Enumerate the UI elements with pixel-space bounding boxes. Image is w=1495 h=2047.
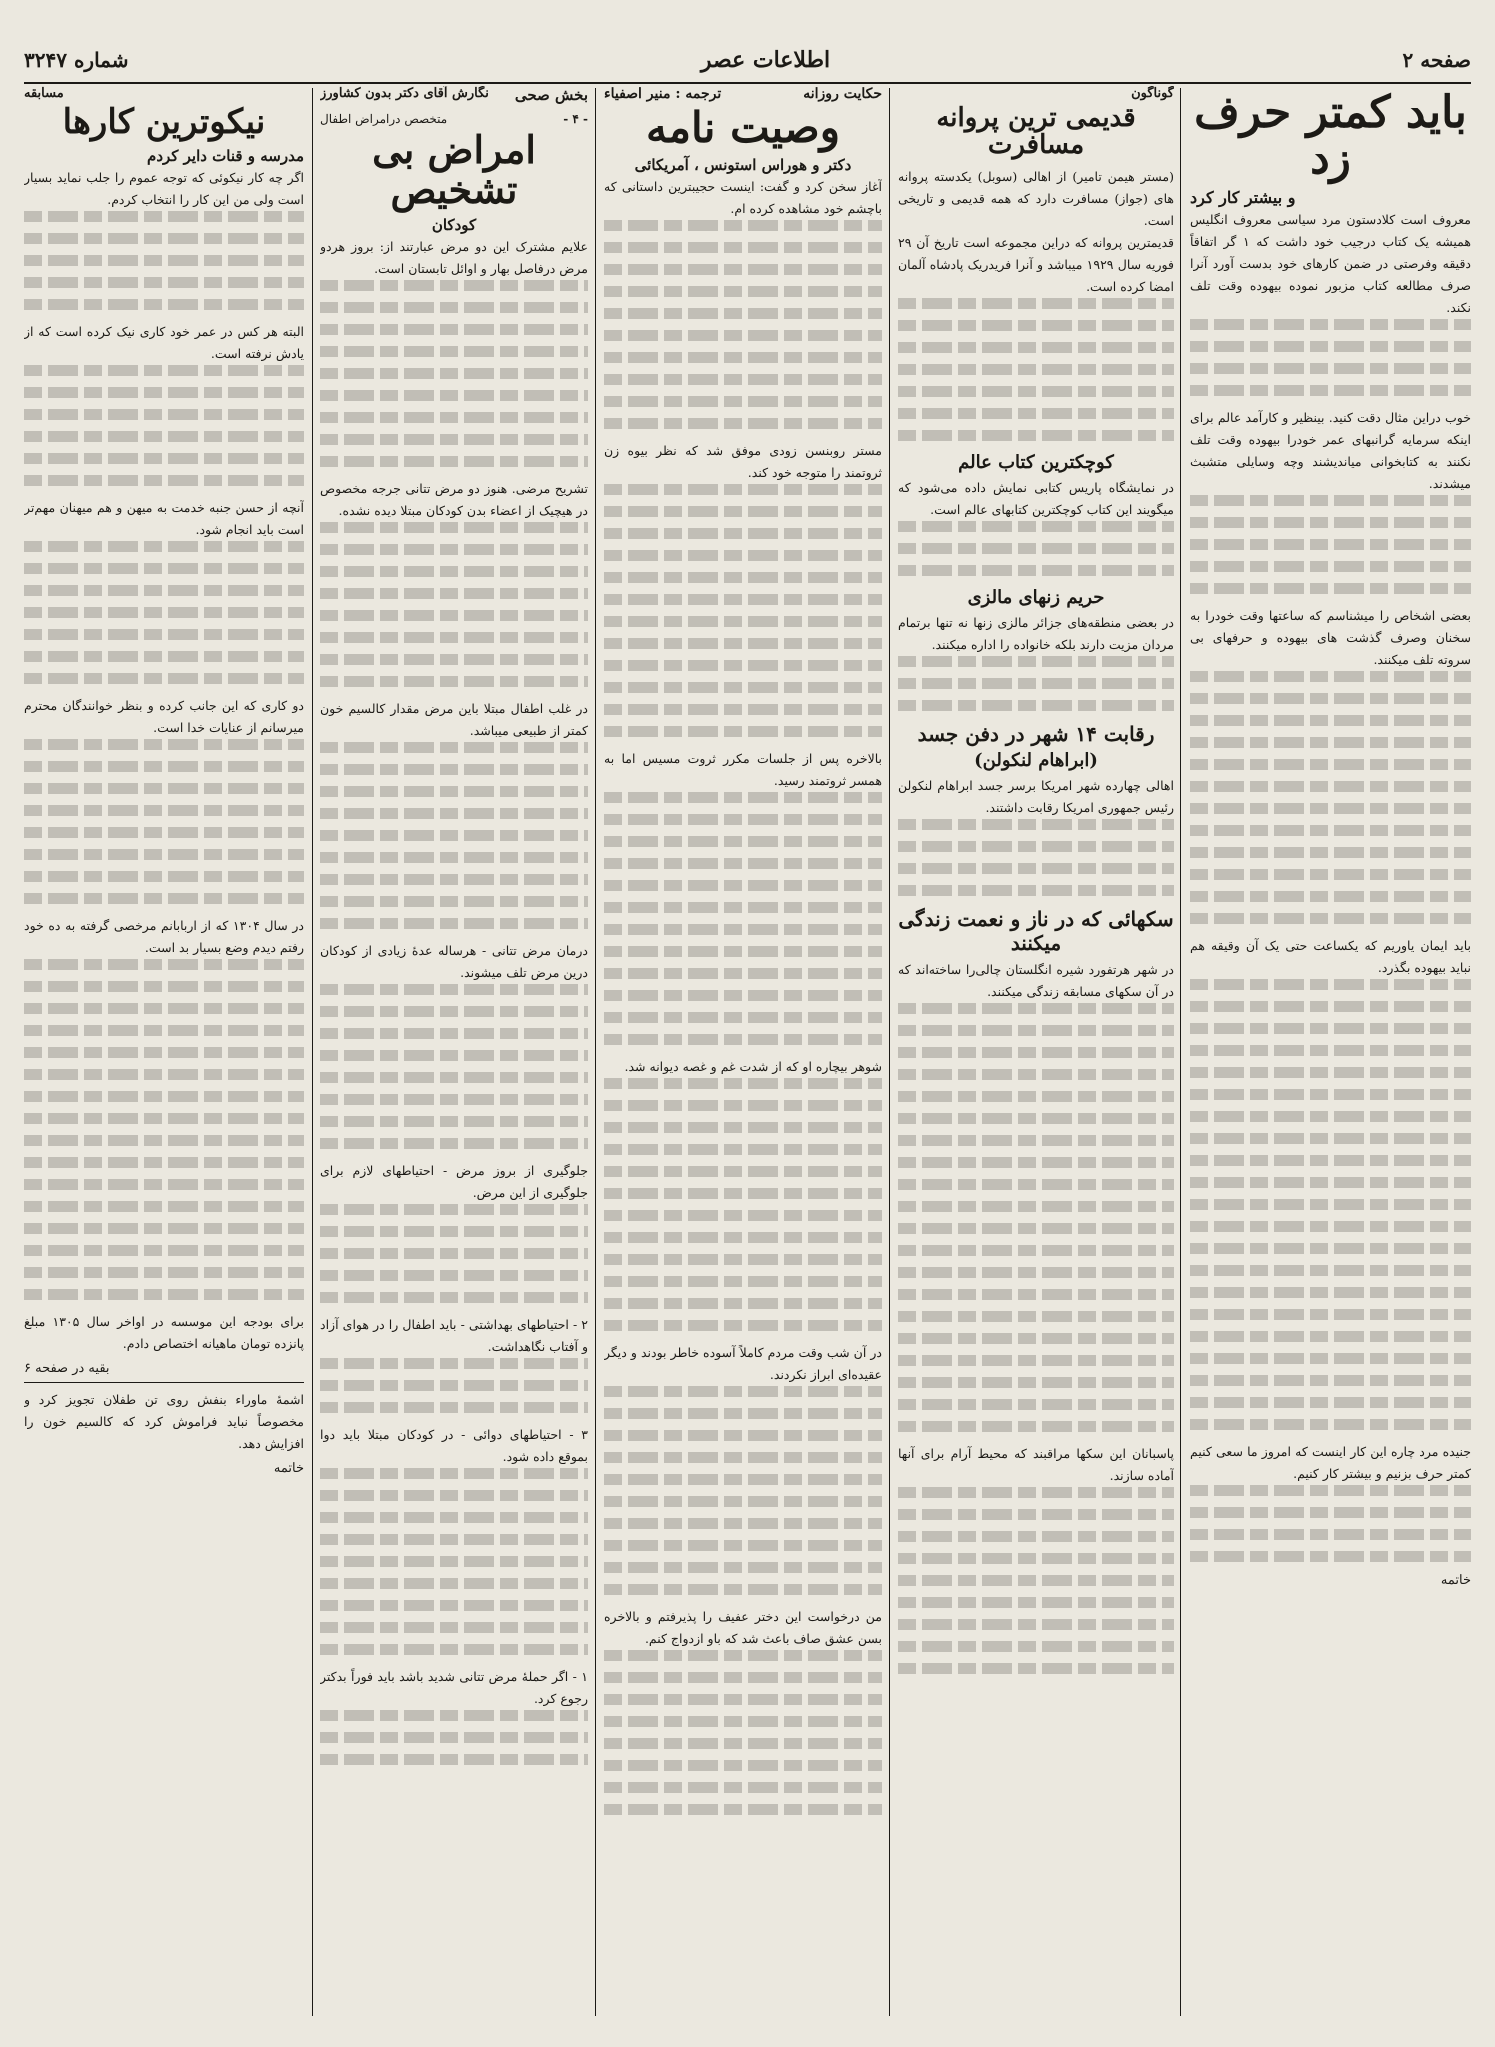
sub-heading: حریم زنهای مالزی: [967, 586, 1105, 608]
text-filler: [604, 220, 882, 429]
text-filler: [320, 280, 588, 467]
paragraph: جنیده مرد چاره این کار اینست که امروز ما سعی کنیم کمتر حرف بزنیم و بیشتر کار کنیم.: [1190, 1444, 1471, 1482]
column-divider: [595, 88, 596, 2016]
paragraph: خوب دراین مثال دقت کنید. بینظیر و کارآمد عالم برای اینکه سرمایه گرانبهای عمر خودرا بیهوده وقت تلف نکنند به کتابخوانی میاندیشند وچه وسایلی متشبث میشدند.: [1190, 410, 1471, 492]
paragraph: در بعضی منطقه‌های جزائر مالزی زنها نه تنها برتمام مردان مزیت دارند بلکه خانواده را اداره میکنند.: [898, 614, 1174, 652]
article-subtitle: و بیشتر کار کرد: [1190, 188, 1296, 208]
text-filler: [1190, 671, 1471, 924]
text-filler: [898, 656, 1174, 711]
text-filler: [604, 1078, 882, 1331]
paragraph: تشریح مرضی. هنوز دو مرض تتانی جرجه مخصوص در هیچیک از اعضاء بدن کودکان مبتلا دیده نشده.: [320, 480, 588, 518]
section-label: بخش صحی: [514, 86, 588, 104]
continued-note: بقیه در صفحه ۶: [24, 1360, 110, 1376]
text-filler: [320, 522, 588, 687]
article-subtitle: مدرسه و قنات دایر کردم: [147, 146, 304, 165]
paragraph: ۳ - احتیاطهای دوائی - در کودکان مبتلا باید دوا بموقع داده شود.: [320, 1426, 588, 1464]
paragraph: در نمایشگاه پاریس کتابی نمایش داده می‌شود که میگویند این کتاب کوچکترین کتابهای عالم است.: [898, 479, 1174, 517]
column-right: [1190, 86, 1471, 2017]
article-subtitle: کودکان: [431, 215, 477, 234]
sub-heading: رقابت ۱۴ شهر در دفن جسد: [917, 721, 1155, 746]
article-number: - ۴ -: [563, 112, 588, 126]
paragraph: در غلب اطفال مبتلا باین مرض مقدار کالسیم خون کمتر از طبیعی میباشد.: [320, 700, 588, 738]
sub-heading: (ابراهام لنکولن): [974, 749, 1098, 771]
paragraph: جلوگیری از بروز مرض - احتیاطهای لازم برای جلوگیری از این مرض.: [320, 1162, 588, 1200]
story-author: دکتر و هوراس استونس ، آمریکائی: [634, 156, 852, 175]
sub-heading: کوچکترین کتاب عالم: [958, 451, 1114, 473]
text-filler: [604, 792, 882, 1045]
text-filler: [320, 1710, 588, 1765]
article-title: نیکوترین کارها: [62, 102, 266, 142]
paragraph: اهالی چهارده شهر امریکا برسر جسد ابراهام لنکولن رئیس جمهوری امریکا رقابت داشتند.: [898, 777, 1174, 815]
paragraph: علایم مشترک این دو مرض عبارتند از: بروز هردو مرض درفاصل بهار و اوائل تابستان است.: [320, 238, 588, 276]
text-filler: [1190, 495, 1471, 594]
paragraph: برای بودجه این موسسه در اواخر سال ۱۳۰۵ مبلغ پانزده تومان ماهیانه اختصاص دادم.: [24, 1313, 304, 1351]
page-label: صفحه ۲: [1402, 48, 1471, 72]
issue-number: شماره ۳۲۴۷: [24, 48, 129, 72]
article-end: خاتمه: [273, 1460, 304, 1476]
story-kicker: حکایت روزانه: [803, 86, 882, 102]
paragraph: شوهر بیچاره او که از شدت غم و غصه دیوانه شد.: [624, 1059, 882, 1075]
story-translator: ترجمه : منیر اصفیاء: [604, 86, 722, 102]
article-title: قدیمی ترین پروانه مسافرت: [936, 103, 1136, 161]
paragraph: مستر روبنسن زودی موفق شد که نظر بیوه زن ثروتمند را متوجه خود کند.: [604, 443, 882, 481]
text-filler: [898, 521, 1174, 576]
paragraph: درمان مرض تتانی - هرساله عدهٔ زیادی از کودکان درین مرض تلف میشوند.: [320, 942, 588, 980]
column-2: [898, 86, 1174, 2017]
article-title: امراض بی تشخیص: [372, 127, 536, 212]
paragraph: آنچه از حسن جنبه خدمت به میهن و هم میهنان مهم‌تر است باید انجام شود.: [24, 499, 304, 537]
text-filler: [24, 365, 304, 486]
column-left: [24, 86, 304, 2017]
text-filler: [320, 984, 588, 1149]
paper-name: اطلاعات عصر: [700, 47, 831, 73]
text-filler: [24, 541, 304, 684]
paragraph: البته هر کس در عمر خود کاری نیک کرده است که از یادش نرفته است.: [24, 323, 304, 361]
column-divider: [1180, 88, 1181, 2016]
sub-heading: سکهائی که در ناز و نعمت زندگی میکنند: [898, 906, 1174, 955]
paragraph: در شهر هرتفورد شیره انگلستان چالی‌را ساخته‌اند که در آن سکهای مسابقه زندگی میکنند.: [898, 961, 1174, 999]
paragraph: آغاز سخن کرد و گفت: اینست حجیبترین داستانی که باچشم خود مشاهده کرده ام.: [604, 179, 882, 217]
text-filler: [24, 739, 304, 904]
column-4: [320, 86, 588, 2017]
paragraph: قدیمترین پروانه که دراین مجموعه است تاریخ آن ۲۹ فوریه سال ۱۹۲۹ میباشد و آنرا فریدریک پادشاه آلمان امضا کرده است.: [898, 234, 1174, 294]
text-filler: [604, 484, 882, 737]
paragraph: دو کاری که این جانب کرده و بنظر خوانندگان محترم میرسانم از عنایات خدا است.: [24, 697, 304, 735]
text-filler: [1190, 979, 1471, 1430]
author-specialty: متخصص درامراض اطفال: [320, 112, 448, 126]
paragraph: معروف است کلادستون مرد سیاسی معروف انگلیس همیشه یک کتاب درجیب خود داشت که ۱ گر اتفاقاً دقیقه وفرصتی در ضمن کارهای خود بدست آورد آنرا صرف مطالعه کتاب مزبور نموده بیهوده وقت تلف نکند.: [1190, 212, 1471, 316]
text-filler: [898, 298, 1174, 441]
paragraph: در سال ۱۳۰۴ که از اربابانم مرخصی گرفته به ده خود رفتم دیدم وضع بسیار بد است.: [24, 917, 304, 955]
text-filler: [24, 959, 304, 1300]
text-filler: [898, 1003, 1174, 1432]
text-filler: [1190, 1485, 1471, 1562]
section-label: گوناگون: [1131, 86, 1174, 101]
paragraph: ۲ - احتیاطهای بهداشتی - باید اطفال را در هوای آزاد و آفتاب نگاهداشت.: [320, 1316, 588, 1354]
text-filler: [320, 1358, 588, 1413]
paragraph: پاسبانان این سکها مراقبند که محیط آرام برای آنها آماده سازند.: [898, 1445, 1174, 1483]
column-divider: [889, 88, 890, 2016]
text-filler: [1190, 319, 1471, 396]
text-filler: [320, 742, 588, 929]
text-filler: [604, 1650, 882, 1815]
text-filler: [604, 1386, 882, 1595]
paragraph: ۱ - اگر حملهٔ مرض تتانی شدید باشد باید فوراً بدکتر رجوع کرد.: [320, 1668, 588, 1706]
article-byline: نگارش آقای دکتر بدون کشاورز: [320, 86, 489, 101]
paragraph: (مستر هیمن تامیر) از اهالی (سوبل) یکدسته پروانه های (جواز) مسافرت دارد که همه قدیمی و تاریخی است.: [898, 168, 1174, 228]
text-filler: [24, 211, 304, 310]
paragraph: باید ایمان یاوریم که یکساعت حتی یک آن وقیقه هم نباید بیهوده بگذرد.: [1190, 938, 1471, 976]
paragraph: اشمهٔ ماوراء بنفش روی تن طفلان تجویز کرد و مخصوصاً نباید فراموش کرد که کالسیم خون را افزایش دهد.: [24, 1391, 304, 1451]
text-filler: [320, 1468, 588, 1655]
story-header: [604, 86, 882, 102]
section-label: مسابقه: [24, 86, 64, 101]
column-divider: [312, 88, 313, 2016]
text-filler: [898, 1487, 1174, 1674]
article-meta: [320, 112, 588, 126]
masthead: [24, 40, 1471, 80]
paragraph: اگر چه کار نیکوئی که توجه عموم را جلب نماید بسیار است ولی من این کار را انتخاب کردم.: [24, 169, 304, 207]
article-title: وصیت نامه: [646, 103, 840, 152]
section-header: [320, 86, 588, 104]
column-3: [604, 86, 882, 2017]
article-end: خاتمه: [1440, 1573, 1471, 1589]
masthead-rule: [24, 82, 1471, 84]
paragraph: بعضی اشخاص را میشناسم که ساعتها وقت خودرا به سخنان وصرف گذشت های بیهوده و حرفهای بی سروته تلف میکنند.: [1190, 608, 1471, 668]
paragraph: در آن شب وقت مردم کاملاً آسوده خاطر بودند و دیگر عقیده‌ای ابراز نکردند.: [604, 1345, 882, 1383]
paragraph: بالاخره پس از جلسات مکرر ثروت مسیس اما به همسر ثروتمند رسید.: [604, 751, 882, 789]
section-rule: [24, 1382, 304, 1383]
text-filler: [898, 819, 1174, 896]
article-title: باید کمتر حرف زد: [1194, 87, 1467, 185]
paragraph: من درخواست این دختر عفیف را پذیرفتم و بالاخره بسن عشق صاف باعث شد که باو ازدواج کنم.: [604, 1609, 882, 1647]
text-filler: [320, 1204, 588, 1303]
